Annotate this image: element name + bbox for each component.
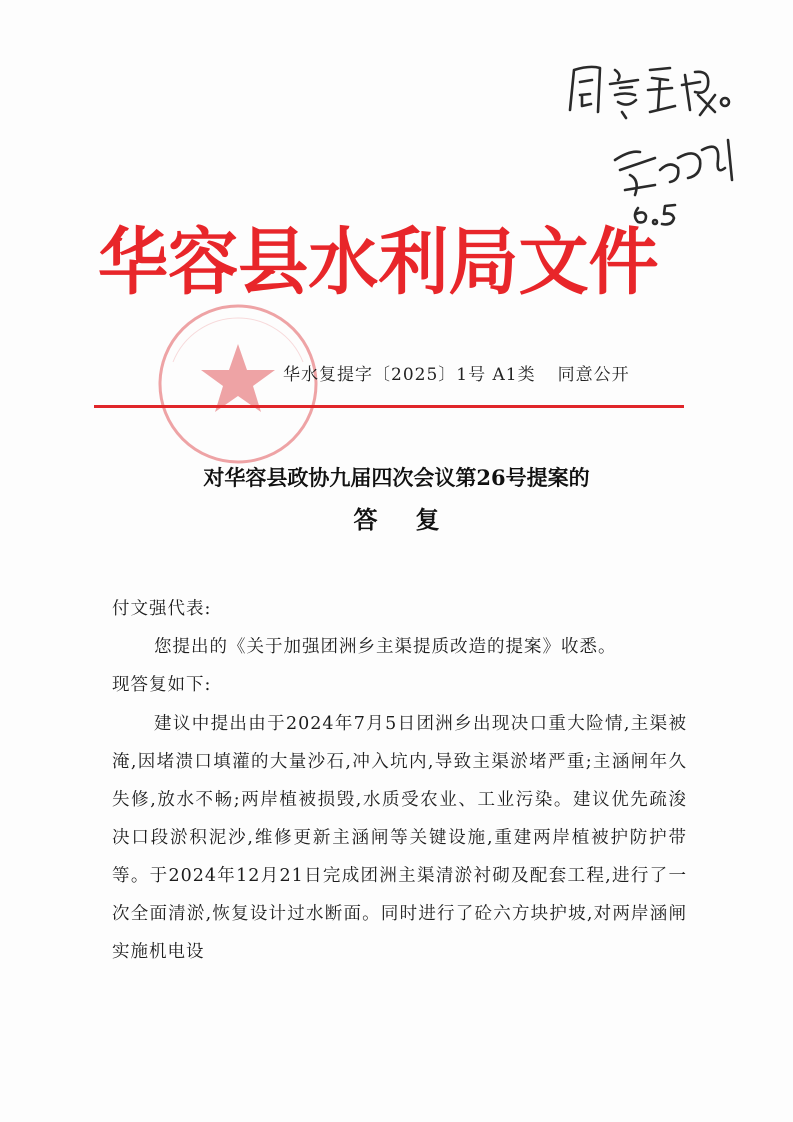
handwritten-annotation <box>560 40 780 230</box>
paragraph-acknowledgement-line2: 现答复如下: <box>112 675 212 695</box>
letterhead-divider <box>94 405 684 408</box>
document-number: 华水复提字〔2025〕1号 A1类 <box>283 365 536 385</box>
document-number-line <box>283 360 652 385</box>
paragraph-acknowledgement-line1: 您提出的《关于加强团洲乡主渠提质改造的提案》收悉。 <box>154 637 617 657</box>
disclosure-status: 同意公开 <box>557 365 630 385</box>
salutation: 付文强代表: <box>112 599 212 619</box>
paragraph-acknowledgement <box>112 628 687 704</box>
document-subtitle: 答复 <box>353 505 478 534</box>
document-title: 对华容县政协九届四次会议第26号提案的 <box>203 465 590 490</box>
paragraph-response: 建议中提出由于2024年7月5日团洲乡出现决口重大险情,主渠被淹,因堵溃口填灌的大量沙石,冲入坑内,导致主渠淤堵严重;主涵闸年久失修,放水不畅;两岸植被损毁,水质受农业、工业污染。建议优先疏浚决口段淤积泥沙,维修更新主涵闸等关键设施,重建两岸植被护防护带等。于2024年12月21日完成团洲主渠清淤衬砌及配套工程,进行了一次全面清淤,恢复设计过水断面。同时进行了砼六方块护坡,对两岸涵闸实施机电设 <box>112 714 687 962</box>
letterhead-title: 华容县水利局文件 <box>98 220 659 305</box>
